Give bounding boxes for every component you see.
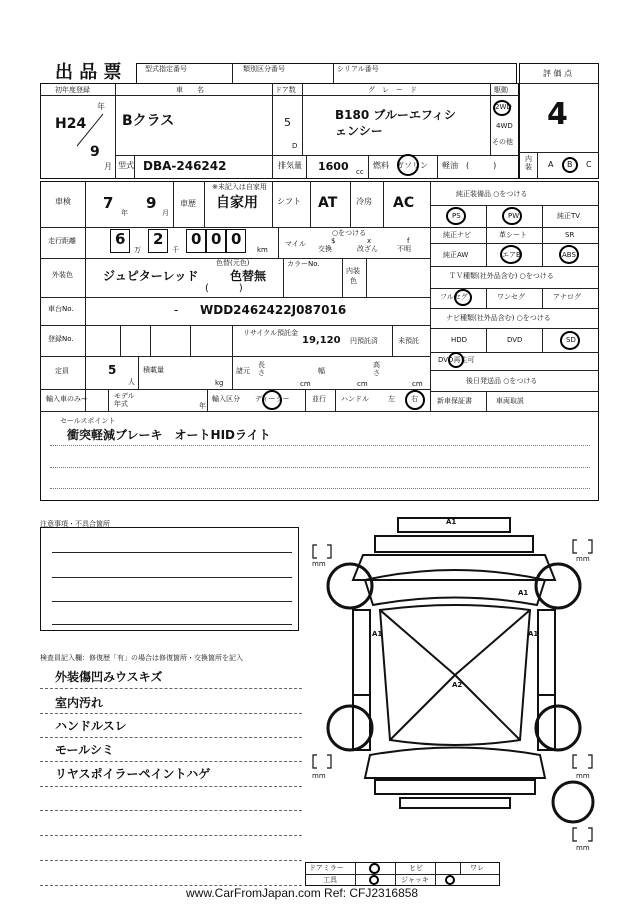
jack-check-circle: [445, 875, 455, 885]
inspection-year: 7: [103, 194, 114, 212]
capacity-value: 5: [108, 363, 117, 377]
fuel-circle: [397, 154, 419, 176]
defect-item: リヤスポイラーペイントハゲ: [55, 767, 211, 781]
damage-code: A1: [518, 589, 529, 597]
defect-item: ハンドルスレ: [55, 719, 127, 733]
id-number-box: [136, 63, 517, 84]
damage-code: A2: [452, 681, 463, 689]
inspector-note: 検査員記入欄：修復歴「有」の場合は修復箇所・交換箇所を記入: [40, 654, 243, 662]
damage-code: A1: [528, 630, 539, 638]
interior-b-circle: [562, 157, 578, 173]
sd-circle: [560, 331, 580, 350]
month-value: 9: [90, 144, 100, 160]
dvd-play-circle: [448, 352, 464, 368]
grade-value: B180 ブルーエフィシ: [335, 108, 456, 122]
serial-label: シリアル番号: [337, 65, 379, 73]
car-name-label: 車 名: [176, 86, 204, 94]
interior-grade-b: B: [567, 160, 573, 169]
mirror-check-circle: [369, 863, 380, 874]
airbag-circle: [500, 245, 522, 264]
exterior-color-value: ジュピターレッド: [103, 269, 199, 283]
page-title: 出 品 票: [55, 62, 122, 83]
year-value: H24: [55, 116, 87, 132]
fullseg-circle: [454, 289, 472, 306]
recycle-fee-value: 19,120: [302, 335, 341, 346]
grade-label: グ レ ー ド: [368, 86, 417, 94]
drive-2wd-circle: [493, 100, 511, 116]
date-slash: [75, 112, 105, 148]
notes-box: [40, 527, 299, 631]
dealer-circle: [262, 390, 282, 410]
mileage-digit: 2: [153, 230, 164, 248]
chassis-number-value: WDD2462422J087016: [200, 303, 347, 317]
mileage-digit: 6: [115, 230, 126, 248]
footer-watermark: www.CarFromJapan.com Ref: CFJ2316858: [186, 886, 419, 900]
damage-code: A1: [446, 518, 457, 526]
first-registration-label: 初年度登録: [55, 86, 90, 94]
doors-label: ドア数: [275, 86, 296, 94]
evaluation-score: 4: [547, 97, 568, 132]
displacement-value: 1600: [318, 160, 349, 173]
handle-right: 右: [411, 395, 418, 403]
shift-value: AT: [318, 195, 338, 211]
evaluation-label: 評 価 点: [543, 69, 573, 78]
model-value: DBA-246242: [143, 159, 227, 173]
history-value: 自家用: [216, 195, 258, 211]
car-damage-diagram: [305, 510, 605, 850]
pw-circle: [502, 207, 522, 225]
type-designation-label: 型式指定番号: [145, 65, 187, 73]
car-name-value: Bクラス: [122, 113, 175, 129]
drive-2wd: 2WD: [495, 103, 512, 111]
drive-label: 駆動: [494, 86, 508, 94]
ac-value: AC: [393, 195, 415, 211]
inspection-month: 9: [146, 194, 157, 212]
defect-item: 室内汚れ: [55, 696, 104, 710]
mileage-digit: 0: [191, 230, 202, 248]
defect-item: 外装傷凹みウスキズ: [55, 670, 163, 684]
mileage-digit: 0: [231, 230, 242, 248]
sales-point-label: セールスポイント: [60, 417, 116, 425]
doors-value: 5: [284, 116, 291, 129]
abs-circle: [559, 245, 579, 264]
right-handle-circle: [405, 390, 425, 410]
sales-point-text: 衝突軽減ブレーキ オートHIDライト: [67, 428, 271, 442]
mileage-digit: 0: [211, 230, 222, 248]
notes-title: 注意事項・不具合箇所: [40, 520, 110, 528]
repaint-value: 色替無: [230, 269, 267, 283]
ps-circle: [446, 207, 466, 225]
fuel-value: ガソリン: [396, 161, 428, 170]
defect-item: モールシミ: [55, 743, 114, 757]
class-number-label: 類別区分番号: [243, 65, 285, 73]
tool-check-circle: [369, 875, 379, 885]
damage-code: A1: [372, 630, 383, 638]
